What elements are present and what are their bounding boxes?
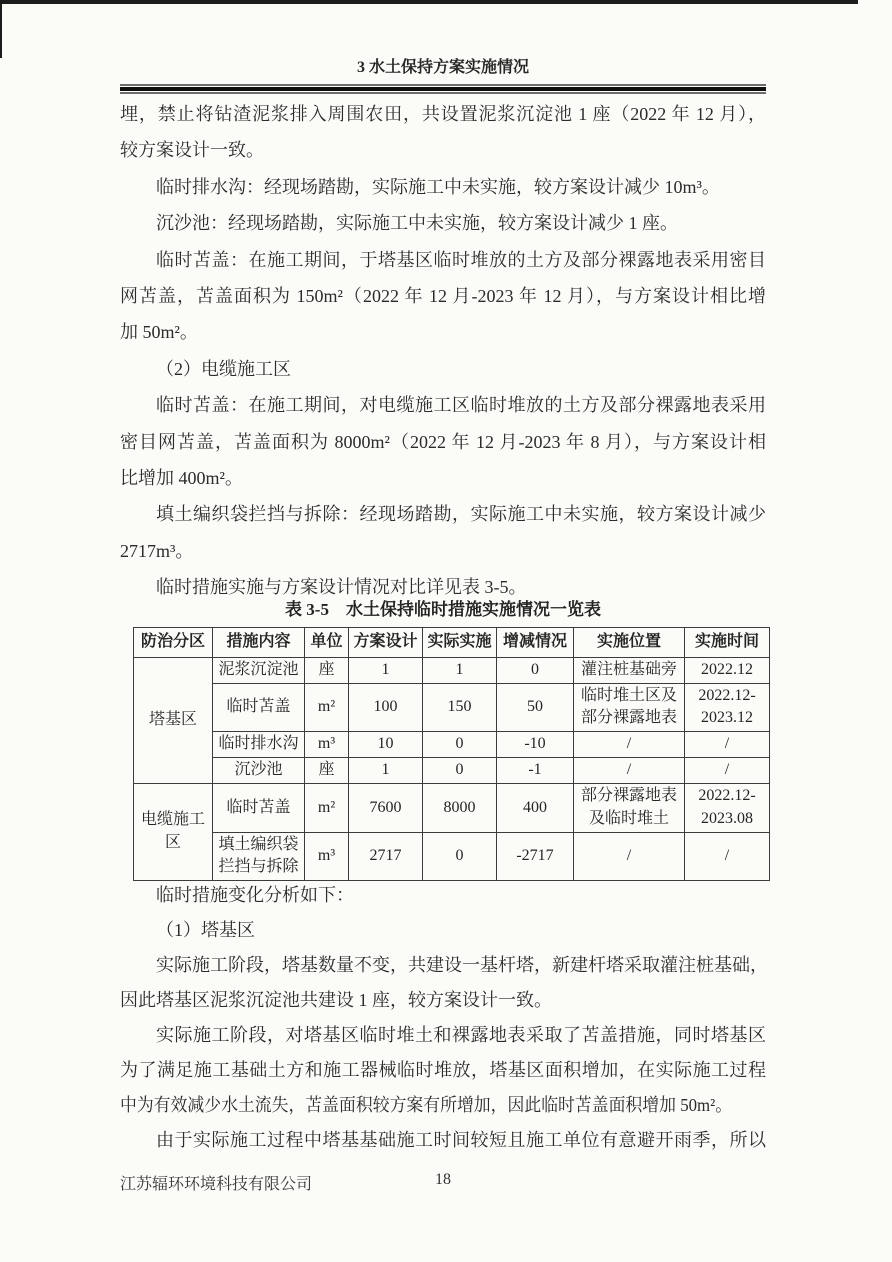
body-line: 比增加 400m²。	[120, 467, 243, 488]
body-line: 实际施工阶段，塔基数量不变，共建设一基杆塔，新建杆塔采取灌注桩基础，	[156, 955, 768, 975]
col-header: 实施时间	[685, 628, 770, 658]
table-cell: 部分裸露地表及临时堆土	[574, 784, 685, 832]
table-cell: /	[685, 732, 770, 758]
table-cell: 0	[423, 832, 497, 880]
table-cell: 100	[349, 683, 423, 731]
table-cell: 0	[423, 758, 497, 784]
table-cell: /	[574, 732, 685, 758]
table-header-row	[134, 628, 770, 658]
body-line: 密目网苫盖，苫盖面积为 8000m²（2022 年 12 月-2023 年 8 月），与方案设计相	[120, 431, 766, 452]
body-line: 网苫盖，苫盖面积为 150m²（2022 年 12 月-2023 年 12 月），与方案设计相比增	[120, 285, 766, 306]
page-header-title: 3 水土保持方案实施情况	[356, 59, 529, 76]
body-line: 加 50m²。	[120, 322, 198, 343]
page-number: 18	[435, 1171, 451, 1188]
table-cell: 2022.12-2023.08	[685, 784, 770, 832]
table-cell: 7600	[349, 784, 423, 832]
body-line: 由于实际施工过程中塔基基础施工时间较短且施工单位有意避开雨季，所以	[156, 1130, 766, 1150]
table-cell: 150	[423, 683, 497, 731]
body-line: 临时苫盖：在施工期间，对电缆施工区临时堆放的土方及部分裸露地表采用	[156, 395, 766, 416]
table-row	[134, 683, 770, 731]
table-cell: 临时堆土区及部分裸露地表	[574, 683, 685, 731]
col-header: 实际实施	[423, 628, 497, 658]
table-cell: 0	[423, 732, 497, 758]
table-cell: 2717	[349, 832, 423, 880]
table-section	[120, 599, 766, 881]
table-cell: -2717	[497, 832, 574, 880]
table-cell: m³	[305, 732, 349, 758]
measures-table	[133, 627, 770, 881]
table-cell: 8000	[423, 784, 497, 832]
table-cell: 1	[349, 657, 423, 683]
body-line: 为了满足施工基础土方和施工器械临时堆放，塔基区面积增加，在实际施工过程	[120, 1060, 766, 1080]
body-line: 临时措施变化分析如下：	[156, 885, 354, 905]
table-cell: 10	[349, 732, 423, 758]
table-cell: /	[685, 758, 770, 784]
header-divider	[120, 84, 766, 94]
table-cell: 临时苫盖	[213, 784, 305, 832]
col-header: 实施位置	[574, 628, 685, 658]
table-cell: 临时苫盖	[213, 683, 305, 731]
table-cell: 400	[497, 784, 574, 832]
table-cell: 沉沙池	[213, 758, 305, 784]
body-line: 较方案设计一致。	[120, 140, 264, 161]
table-row	[134, 657, 770, 683]
body-line: （1）塔基区	[156, 920, 255, 940]
body-line: 临时苫盖：在施工期间，于塔基区临时堆放的土方及部分裸露地表采用密目	[156, 249, 766, 270]
zone-cell: 塔基区	[134, 657, 213, 783]
scan-edge-top	[0, 0, 858, 4]
table-row	[134, 758, 770, 784]
body-line: 2717m³。	[120, 540, 194, 561]
table-cell: 1	[349, 758, 423, 784]
body-line: 实际施工阶段，对塔基区临时堆土和裸露地表采取了苫盖措施，同时塔基区	[156, 1025, 766, 1045]
table-row	[134, 784, 770, 832]
table-cell: -10	[497, 732, 574, 758]
scan-edge-left	[0, 0, 2, 58]
body-text-upper	[120, 96, 766, 605]
footer-company: 江苏辐环环境科技有限公司	[120, 1176, 313, 1193]
table-cell: 2022.12	[685, 657, 770, 683]
body-line: 中为有效减少水土流失，苫盖面积较方案有所增加，因此临时苫盖面积增加 50m²。	[120, 1095, 733, 1115]
table-cell: m²	[305, 683, 349, 731]
table-cell: 50	[497, 683, 574, 731]
body-line: 临时排水沟：经现场踏勘，实际施工中未实施，较方案设计减少 10m³。	[156, 176, 720, 197]
body-line: 临时措施实施与方案设计情况对比详见表 3-5。	[156, 577, 527, 598]
zone-cell: 电缆施工区	[134, 784, 213, 881]
col-header: 方案设计	[349, 628, 423, 658]
body-line: （2）电缆施工区	[156, 358, 291, 379]
table-cell: /	[574, 758, 685, 784]
body-line: 沉沙池：经现场踏勘，实际施工中未实施，较方案设计减少 1 座。	[156, 213, 678, 234]
table-cell: 2022.12-2023.12	[685, 683, 770, 731]
col-header: 措施内容	[213, 628, 305, 658]
table-cell: 临时排水沟	[213, 732, 305, 758]
table-cell: 泥浆沉淀池	[213, 657, 305, 683]
table-cell: /	[574, 832, 685, 880]
body-line: 埋，禁止将钻渣泥浆排入周围农田，共设置泥浆沉淀池 1 座（2022 年 12 月），	[120, 104, 766, 124]
table-cell: 1	[423, 657, 497, 683]
col-header: 增减情况	[497, 628, 574, 658]
body-text-lower	[120, 878, 766, 1158]
table-row	[134, 832, 770, 880]
table-row	[134, 732, 770, 758]
table-cell: 灌注桩基础旁	[574, 657, 685, 683]
table-cell: 填土编织袋拦挡与拆除	[213, 832, 305, 880]
table-caption: 表 3-5 水土保持临时措施实施情况一览表	[285, 600, 601, 619]
table-cell: 座	[305, 657, 349, 683]
table-cell: -1	[497, 758, 574, 784]
table-cell: m³	[305, 832, 349, 880]
table-cell: /	[685, 832, 770, 880]
body-line: 因此塔基区泥浆沉淀池共建设 1 座，较方案设计一致。	[120, 990, 552, 1010]
body-line: 填土编织袋拦挡与拆除：经现场踏勘，实际施工中未实施，较方案设计减少	[156, 504, 766, 525]
table-cell: 0	[497, 657, 574, 683]
table-cell: 座	[305, 758, 349, 784]
table-cell: m²	[305, 784, 349, 832]
col-header: 单位	[305, 628, 349, 658]
col-header: 防治分区	[134, 628, 213, 658]
